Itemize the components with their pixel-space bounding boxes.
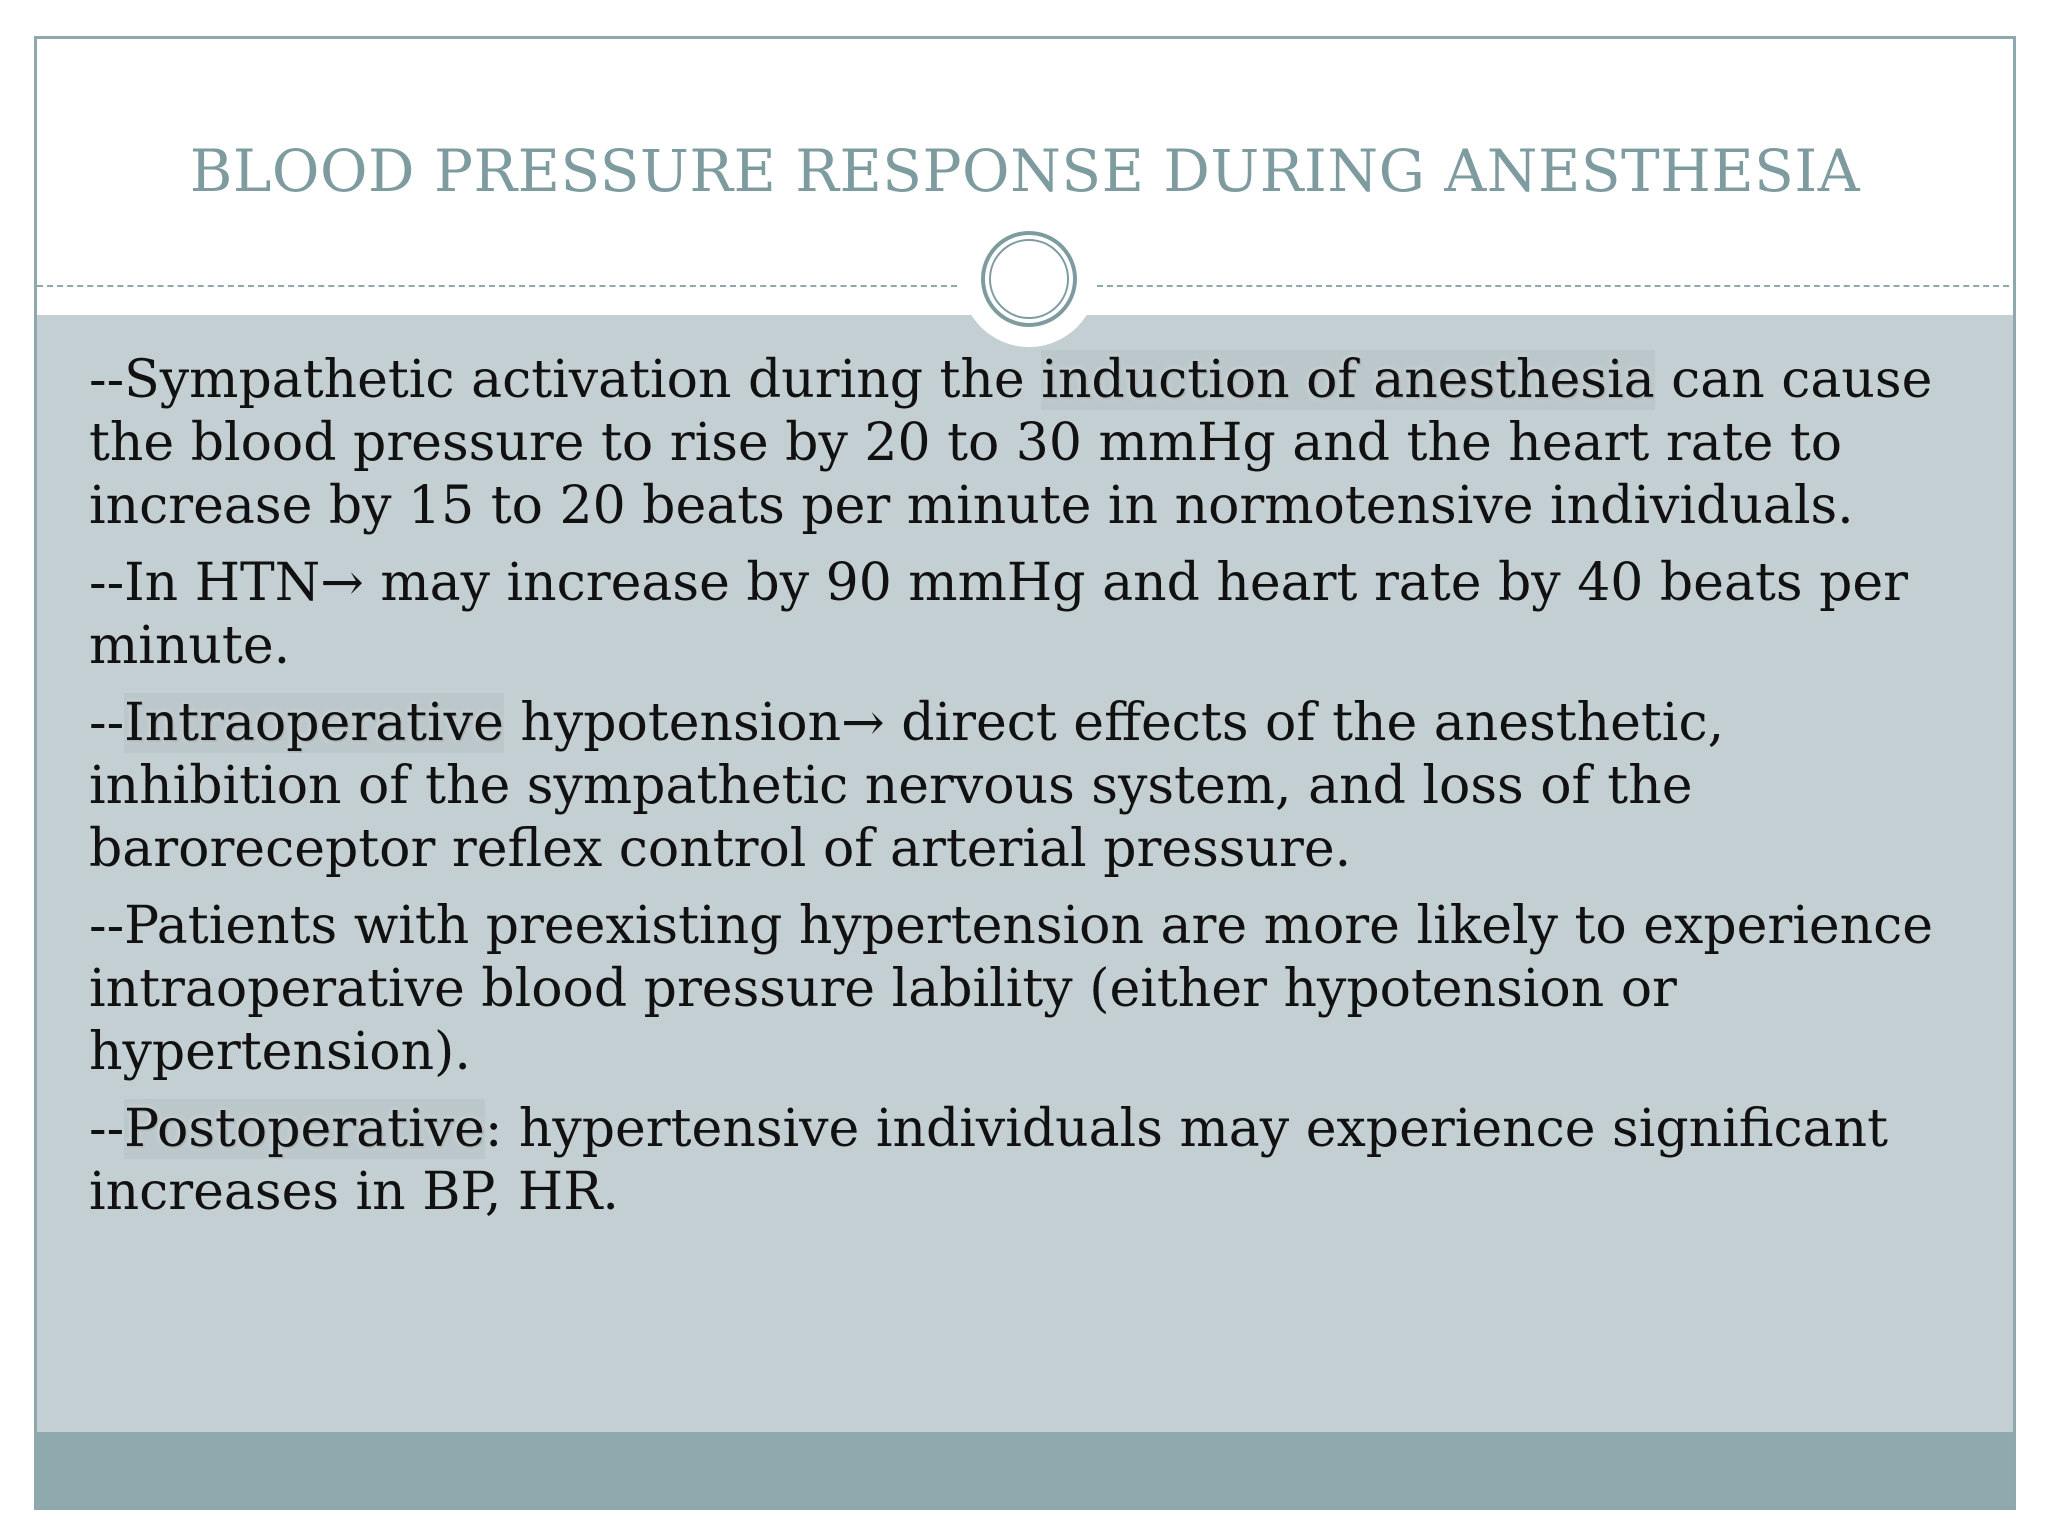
- slide: [34, 36, 2016, 1510]
- bullet-item: [89, 552, 1989, 678]
- title-divider-right: [1097, 285, 2016, 287]
- bullet-highlight: Postoperative: [124, 1099, 485, 1159]
- bullet-text: --: [89, 1099, 125, 1159]
- bullet-item: [89, 692, 1989, 881]
- slide-title: BLOOD PRESSURE RESPONSE DURING ANESTHESIA: [189, 137, 1861, 205]
- bullet-text-continued: hypotension→ direct effects of the anesthetic, inhibition of the sympathetic nervous system, and loss of the baroreceptor reflex control of arterial pressure.: [89, 693, 1725, 879]
- bullet-text: --In HTN→ may increase by 90 mmHg and heart rate by 40 beats per minute.: [89, 553, 1908, 676]
- bullet-item: [89, 895, 1989, 1084]
- title-divider-left: [37, 285, 957, 287]
- bullet-highlight: Intraoperative: [124, 693, 504, 753]
- bullet-text: --Patients with preexisting hypertension are more likely to experience intraoperative blood pressure lability (either hypotension or hypertension).: [89, 896, 1934, 1082]
- bullet-highlight: induction of anesthesia: [1041, 350, 1655, 410]
- bullet-text: --: [89, 693, 125, 753]
- bullet-item: [89, 349, 1989, 538]
- bullet-text-continued: : hypertensive individuals may experience significant increases in BP, HR.: [89, 1099, 1888, 1222]
- bullet-list: [89, 349, 1989, 1238]
- ornament-inner-ring: [989, 239, 1069, 319]
- footer-band: [37, 1432, 2013, 1507]
- bullet-item: [89, 1098, 1989, 1224]
- bullet-text-continued: can cause the blood pressure to rise by 20 to 30 mmHg and the heart rate to increase by 15 to 20 beats per minute in normotensive individuals.: [89, 350, 1933, 536]
- bullet-text: --Sympathetic activation during the: [89, 350, 1042, 410]
